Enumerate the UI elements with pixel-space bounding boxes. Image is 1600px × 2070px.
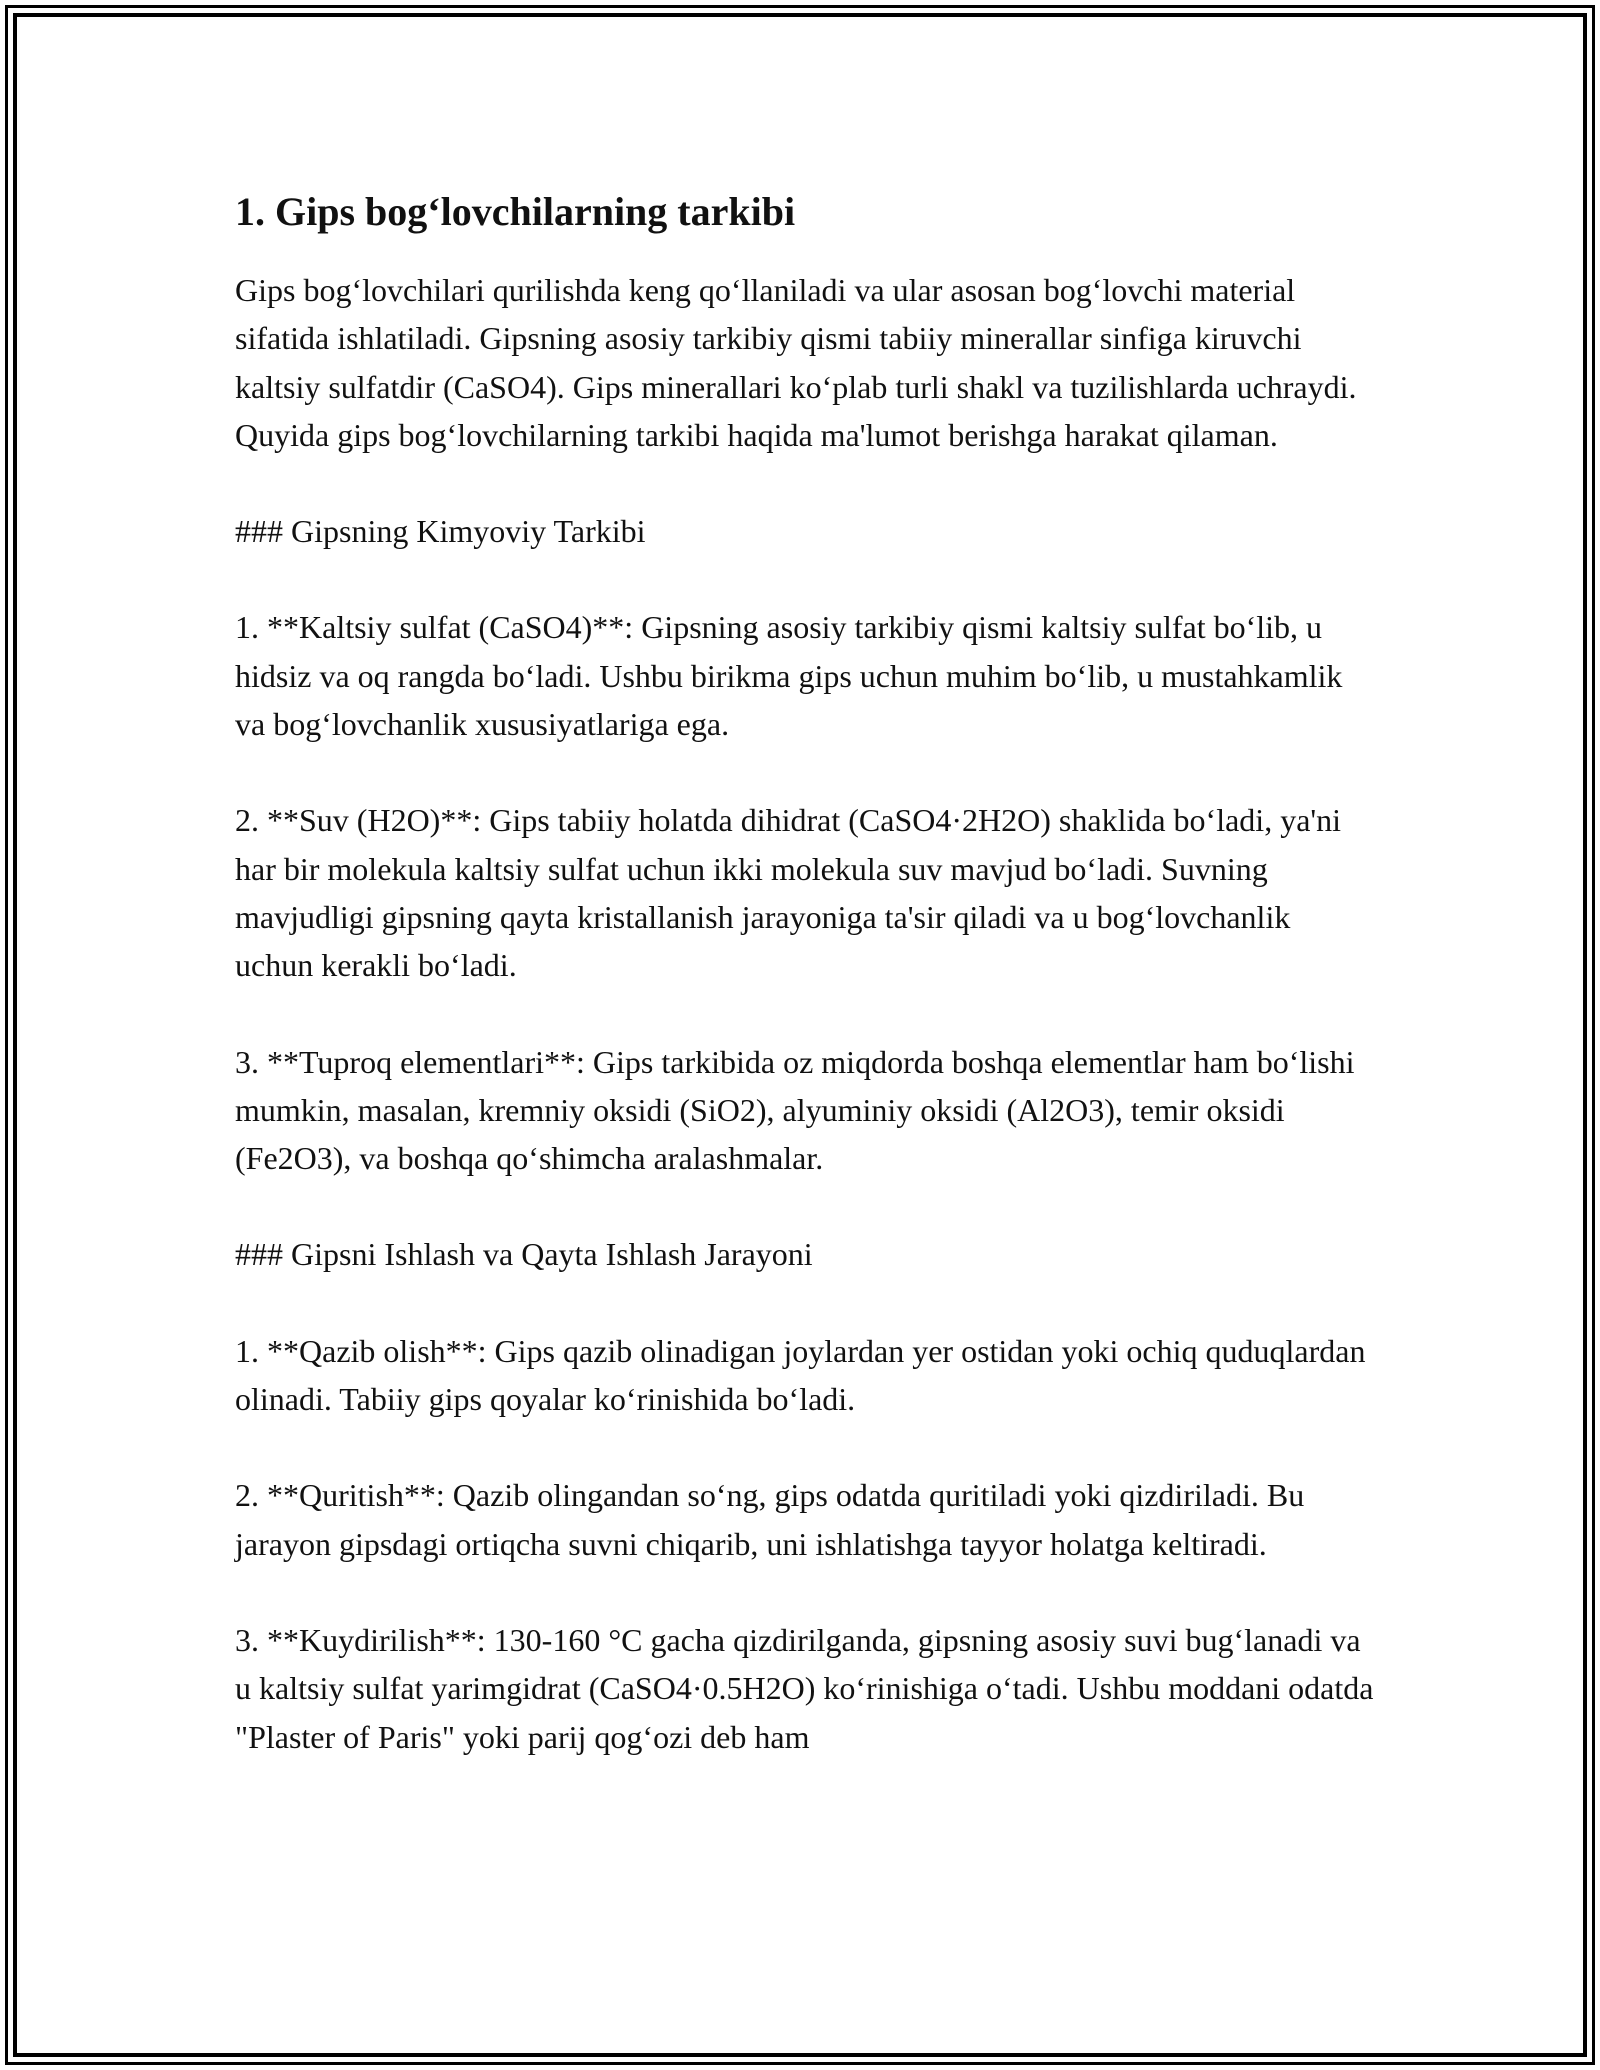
list-item-calcination: 3. **Kuydirilish**: 130-160 °C gacha qizdirilganda, gipsning asosiy suvi bug‘lanadi va u kaltsiy sulfat yarimgidrat (CaSO4·0.5H2O) ko‘rinishiga o‘tadi. Ushbu moddani odatda "Plaster of Paris" yoki parij qog‘ozi deb ham: [235, 1621, 1374, 1755]
document-title: 1. Gips bog‘lovchilarning tarkibi: [235, 189, 796, 234]
list-item-water: 2. **Suv (H2O)**: Gips tabiiy holatda dihidrat (CaSO4·2H2O) shaklida bo‘ladi, ya'ni har bir molekula kaltsiy sulfat uchun ikki molekula suv mavjud bo‘ladi. Suvning mavjudligi gipsning qayta kristallanish jarayoniga ta'sir qiladi va u bog‘lovchanlik uchun kerakli bo‘ladi.: [235, 802, 1342, 984]
document-body: [235, 188, 1375, 1761]
intro-paragraph: Gips bog‘lovchilari qurilishda keng qo‘llaniladi va ular asosan bog‘lovchi material sifatida ishlatiladi. Gipsning asosiy tarkibiy qismi tabiiy minerallar sinfiga kiruvchi kaltsiy sulfatdir (CaSO4). Gips minerallari ko‘plab turli shakl va tuzilishlarda uchraydi. Quyida gips bog‘lovchilarning tarkibi haqida ma'lumot berishga harakat qilaman.: [235, 272, 1357, 453]
list-item-extraction: 1. **Qazib olish**: Gips qazib olinadigan joylardan yer ostidan yoki ochiq quduqlardan olinadi. Tabiiy gips qoyalar ko‘rinishida bo‘ladi.: [235, 1332, 1366, 1418]
section-heading-chemical-composition: ### Gipsning Kimyoviy Tarkibi: [235, 513, 646, 550]
list-item-calcium-sulfate: 1. **Kaltsiy sulfat (CaSO4)**: Gipsning asosiy tarkibiy qismi kaltsiy sulfat bo‘lib, u hidsiz va oq rangda bo‘ladi. Ushbu birikma gips uchun muhim bo‘lib, u mustahkamlik va bog‘lovchanlik xususiyatlariga ega.: [235, 609, 1343, 743]
list-item-drying: 2. **Quritish**: Qazib olingandan so‘ng, gips odatda quritiladi yoki qizdiriladi. Bu jarayon gipsdagi ortiqcha suvni chiqarib, uni ishlatishga tayyor holatga keltiradi.: [235, 1477, 1305, 1562]
section-heading-processing: ### Gipsni Ishlash va Qayta Ishlash Jarayoni: [235, 1236, 813, 1273]
list-item-soil-elements: 3. **Tuproq elementlari**: Gips tarkibida oz miqdorda boshqa elementlar ham bo‘lishi mumkin, masalan, kremniy oksidi (SiO2), alyuminiy oksidi (Al2O3), temir oksidi (Fe2O3), va boshqa qo‘shimcha aralashmalar.: [235, 1043, 1355, 1177]
